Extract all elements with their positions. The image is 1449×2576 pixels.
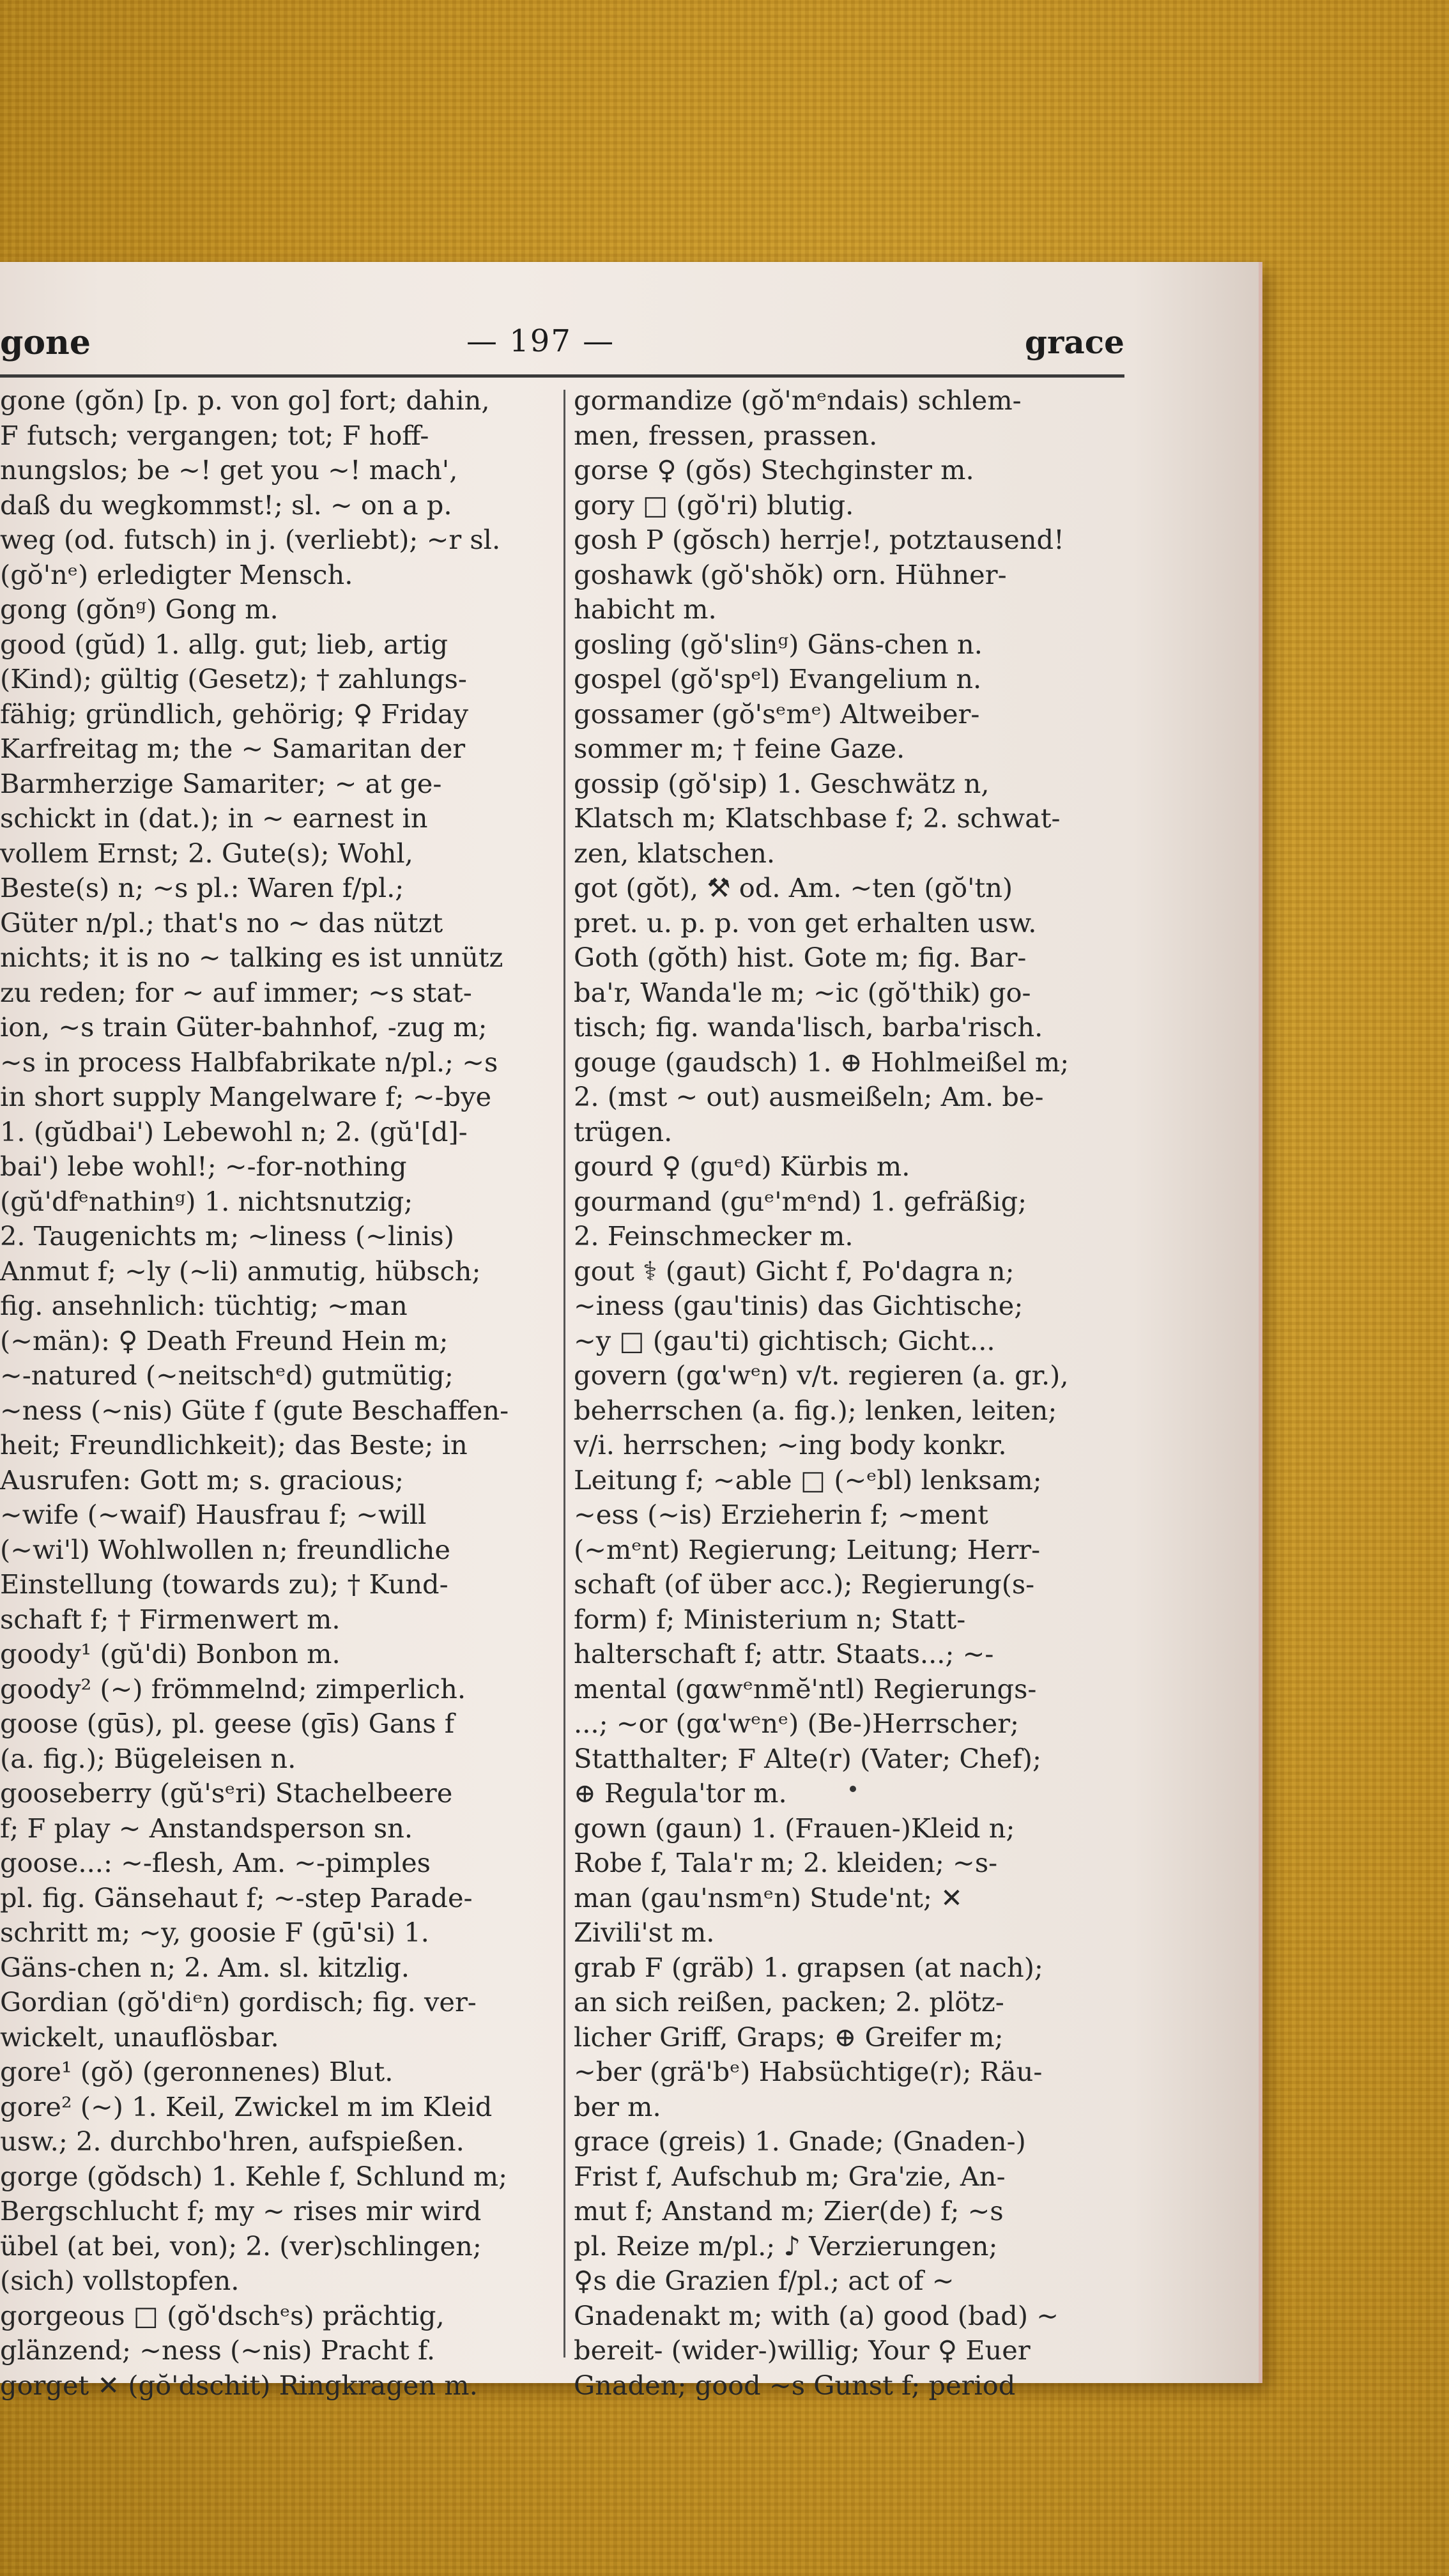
dictionary-line: übel (at bei, von); 2. (ver)schlingen; [0, 2230, 482, 2262]
dictionary-line: mut f; Anstand m; Zier(de) f; ~s [574, 2195, 1004, 2227]
column-divider [564, 390, 565, 2358]
dictionary-line: goshawk (gŏ'shŏk) orn. Hühner- [574, 558, 1007, 590]
dictionary-line: glänzend; ~ness (~nis) Pracht f. [0, 2334, 436, 2366]
dictionary-line: Frist f, Aufschub m; Gra'zie, An- [574, 2160, 1006, 2192]
dictionary-line: 1. (gŭdbai') Lebewohl n; 2. (gŭ'[d]- [0, 1116, 468, 1147]
dictionary-line: an sich reißen, packen; 2. plötz- [574, 1986, 1004, 2018]
dictionary-line: wickelt, unauflösbar. [0, 2021, 279, 2053]
dictionary-line: schaft (of über acc.); Regierung(s- [574, 1568, 1035, 1600]
dictionary-line: gourmand (guᵉ'mᵉnd) 1. gefräßig; [574, 1185, 1027, 1217]
dictionary-line: (~män): ♀ Death Freund Hein m; [0, 1324, 448, 1356]
dictionary-line: (gŏ'nᵉ) erledigter Mensch. [0, 558, 353, 590]
dictionary-line: got (gŏt), ⚒ od. Am. ~ten (gŏ'tn) [574, 872, 1013, 903]
dictionary-line: gore² (~) 1. Keil, Zwickel m im Kleid [0, 2090, 493, 2122]
dictionary-line: tisch; fig. wanda'lisch, barba'risch. [574, 1011, 1043, 1043]
dictionary-line: daß du wegkommst!; sl. ~ on a p. [0, 489, 452, 521]
dictionary-line: gosh P (gŏsch) herrje!, potztausend! [574, 524, 1064, 555]
dictionary-line: good (gŭd) 1. allg. gut; lieb, artig [0, 628, 448, 660]
dictionary-line: schaft f; † Firmenwert m. [0, 1603, 341, 1635]
dictionary-line: ~-natured (~neitschᵉd) gutmütig; [0, 1360, 454, 1391]
dictionary-line: gout ⚕ (gaut) Gicht f, Po'dagra n; [574, 1255, 1015, 1287]
guide-word-left: gone [0, 323, 91, 362]
dictionary-line: gown (gaun) 1. (Frauen-)Kleid n; [574, 1812, 1015, 1844]
dictionary-line: habicht m. [574, 594, 717, 625]
dictionary-line: gormandize (gŏ'mᵉndais) schlem- [574, 385, 1022, 416]
dictionary-line: gorget ✕ (gŏ'dschit) Ringkragen m. [0, 2369, 478, 2401]
dictionary-line: ~iness (gau'tinis) das Gichtische; [574, 1290, 1023, 1321]
dictionary-line: govern (gα'wᵉn) v/t. regieren (a. gr.), [574, 1360, 1069, 1391]
dictionary-line: goody² (~) frömmelnd; zimperlich. [0, 1673, 466, 1705]
dictionary-line: licher Griff, Graps; ⊕ Greifer m; [574, 2021, 1004, 2053]
dictionary-line: ~ber (grä'bᵉ) Habsüchtige(r); Räu- [574, 2056, 1043, 2087]
dictionary-line: schickt in (dat.); in ~ earnest in [0, 802, 428, 834]
dictionary-line: Beste(s) n; ~s pl.: Waren f/pl.; [0, 872, 404, 903]
dictionary-line: Karfreitag m; the ~ Samaritan der [0, 733, 466, 764]
dictionary-line: ~s in process Halbfabrikate n/pl.; ~s [0, 1046, 498, 1078]
dictionary-line: beherrschen (a. fig.); lenken, leiten; [574, 1394, 1057, 1426]
dictionary-line: zen, klatschen. [574, 837, 776, 869]
dictionary-line: grab F (gräb) 1. grapsen (at nach); [574, 1951, 1043, 1983]
dictionary-line: in short supply Mangelware f; ~-bye [0, 1081, 492, 1112]
dictionary-line: Klatsch m; Klatschbase f; 2. schwat- [574, 802, 1061, 834]
dictionary-line: fig. ansehnlich: tüchtig; ~man [0, 1290, 408, 1321]
dictionary-line: gourd ♀ (guᵉd) Kürbis m. [574, 1151, 910, 1182]
dictionary-line: zu reden; for ~ auf immer; ~s stat- [0, 976, 472, 1008]
dictionary-line: goody¹ (gŭ'di) Bonbon m. [0, 1638, 341, 1669]
dictionary-line: heit; Freundlichkeit); das Beste; in [0, 1429, 468, 1460]
dictionary-line: pl. Reize m/pl.; ♪ Verzierungen; [574, 2230, 998, 2262]
dictionary-line: Einstellung (towards zu); † Kund- [0, 1568, 448, 1600]
left-column [0, 383, 556, 2403]
dictionary-line: Barmherzige Samariter; ~ at ge- [0, 767, 442, 799]
page-number: — 197 — [466, 323, 615, 359]
dictionary-line: Ausrufen: Gott m; s. gracious; [0, 1464, 404, 1496]
right-column [574, 383, 1130, 2403]
dictionary-line: ...; ~or (gα'wᵉnᵉ) (Be-)Herrscher; [574, 1708, 1020, 1739]
dictionary-line: gossip (gŏ'sip) 1. Geschwätz n, [574, 767, 990, 799]
dictionary-line: gorse ♀ (gŏs) Stechginster m. [574, 454, 974, 486]
dictionary-line: Anmut f; ~ly (~li) anmutig, hübsch; [0, 1255, 481, 1287]
dictionary-line: gorgeous □ (gŏ'dschᵉs) prächtig, [0, 2299, 445, 2331]
dictionary-line: (~mᵉnt) Regierung; Leitung; Herr- [574, 1533, 1041, 1565]
dictionary-line: Gnadenakt m; with (a) good (bad) ~ [574, 2299, 1059, 2331]
dictionary-line: (Kind); gültig (Gesetz); † zahlungs- [0, 663, 467, 694]
dictionary-line: Goth (gŏth) hist. Gote m; fig. Bar- [574, 942, 1027, 973]
dictionary-line: Zivili'st m. [574, 1917, 715, 1948]
dictionary-line: gooseberry (gŭ'sᵉri) Stachelbeere [0, 1777, 453, 1809]
dictionary-line: (sich) vollstopfen. [0, 2265, 240, 2296]
dictionary-line: nichts; it is no ~ talking es ist unnütz [0, 942, 503, 973]
dictionary-line: Gnaden; good ~s Gunst f; period [574, 2369, 1016, 2401]
dictionary-line: usw.; 2. durchbo'hren, aufspießen. [0, 2126, 464, 2157]
dictionary-line: pret. u. p. p. von get erhalten usw. [574, 907, 1037, 939]
dictionary-line: trügen. [574, 1116, 673, 1147]
dictionary-line: Gäns-chen n; 2. Am. sl. kitzlig. [0, 1951, 410, 1983]
dictionary-line: ~ess (~is) Erzieherin f; ~ment [574, 1499, 988, 1530]
dictionary-line: 2. Feinschmecker m. [574, 1220, 854, 1252]
dictionary-line: Statthalter; F Alte(r) (Vater; Chef); [574, 1742, 1041, 1774]
dictionary-line: bai') lebe wohl!; ~-for-nothing [0, 1151, 407, 1182]
dictionary-line: 2. Taugenichts m; ~liness (~linis) [0, 1220, 454, 1252]
dictionary-line: gory □ (gŏ'ri) blutig. [574, 489, 854, 521]
dictionary-line: gouge (gaudsch) 1. ⊕ Hohlmeißel m; [574, 1046, 1070, 1078]
dictionary-line: ~y □ (gau'ti) gichtisch; Gicht... [574, 1324, 995, 1356]
dictionary-line: mental (gαwᵉnmĕ'ntl) Regierungs- [574, 1673, 1037, 1705]
dictionary-line: (a. fig.); Bügeleisen n. [0, 1742, 296, 1774]
page-header [0, 323, 1124, 374]
dictionary-line: fähig; gründlich, gehörig; ♀ Friday [0, 698, 469, 730]
dictionary-line: gorge (gŏdsch) 1. Kehle f, Schlund m; [0, 2160, 508, 2192]
dictionary-line: men, fressen, prassen. [574, 419, 878, 451]
dictionary-line: nungslos; be ~! get you ~! mach', [0, 454, 458, 486]
dictionary-line: ⊕ Regula'tor m. [574, 1777, 787, 1809]
dictionary-line: (gŭ'dfᵉnathinᵍ) 1. nichtsnutzig; [0, 1185, 413, 1217]
dictionary-line: vollem Ernst; 2. Gute(s); Wohl, [0, 837, 413, 869]
dictionary-line: sommer m; † feine Gaze. [574, 733, 905, 764]
dictionary-line: Güter n/pl.; that's no ~ das nützt [0, 907, 443, 939]
dictionary-line: schritt m; ~y, goosie F (gū'si) 1. [0, 1917, 429, 1948]
dictionary-line: ba'r, Wanda'le m; ~ic (gŏ'thik) go- [574, 976, 1031, 1008]
dictionary-line: ~wife (~waif) Hausfrau f; ~will [0, 1499, 427, 1530]
dictionary-line: gospel (gŏ'spᵉl) Evangelium n. [574, 663, 982, 694]
dictionary-line: 2. (mst ~ out) ausmeißeln; Am. be- [574, 1081, 1044, 1112]
header-rule [0, 374, 1124, 378]
dictionary-line: gong (gŏnᵍ) Gong m. [0, 594, 279, 625]
dictionary-line: goose...: ~-flesh, Am. ~-pimples [0, 1847, 431, 1878]
dictionary-line: goose (gūs), pl. geese (gīs) Gans f [0, 1708, 455, 1739]
dictionary-line: halterschaft f; attr. Staats...; ~- [574, 1638, 994, 1669]
dictionary-line: ion, ~s train Güter-bahnhof, -zug m; [0, 1011, 487, 1043]
dictionary-line: pl. fig. Gänsehaut f; ~-step Parade- [0, 1882, 473, 1913]
dictionary-line: gore¹ (gŏ) (geronnenes) Blut. [0, 2056, 394, 2087]
dictionary-line: weg (od. futsch) in j. (verliebt); ~r sl. [0, 524, 501, 555]
dictionary-line: ~ness (~nis) Güte f (gute Beschaffen- [0, 1394, 509, 1426]
dictionary-line: Robe f, Tala'r m; 2. kleiden; ~s- [574, 1847, 998, 1878]
dictionary-line: Bergschlucht f; my ~ rises mir wird [0, 2195, 482, 2227]
dictionary-line: gone (gŏn) [p. p. von go] fort; dahin, [0, 385, 490, 416]
dictionary-line: bereit- (wider-)willig; Your ♀ Euer [574, 2334, 1031, 2366]
dictionary-line: ber m. [574, 2090, 661, 2122]
dictionary-line: Gordian (gŏ'diᵉn) gordisch; fig. ver- [0, 1986, 477, 2018]
dictionary-line: gossamer (gŏ'sᵉmᵉ) Altweiber- [574, 698, 980, 730]
ink-dot [850, 1786, 856, 1792]
guide-word-right: grace [1025, 323, 1124, 361]
dictionary-line: man (gau'nsmᵉn) Stude'nt; ✕ [574, 1882, 963, 1913]
dictionary-line: (~wi'l) Wohlwollen n; freundliche [0, 1533, 450, 1565]
dictionary-line: Leitung f; ~able □ (~ᵉbl) lenksam; [574, 1464, 1042, 1496]
dictionary-line: grace (greis) 1. Gnade; (Gnaden-) [574, 2126, 1026, 2157]
dictionary-line: f; F play ~ Anstandsperson sn. [0, 1812, 413, 1844]
dictionary-line: form) f; Ministerium n; Statt- [574, 1603, 966, 1635]
dictionary-line: ♀s die Grazien f/pl.; act of ~ [574, 2265, 954, 2296]
dictionary-line: gosling (gŏ'slinᵍ) Gäns-chen n. [574, 628, 983, 660]
dictionary-page [0, 262, 1262, 2401]
dictionary-line: v/i. herrschen; ~ing body konkr. [574, 1429, 1007, 1460]
dictionary-line: F futsch; vergangen; tot; F hoff- [0, 419, 429, 451]
